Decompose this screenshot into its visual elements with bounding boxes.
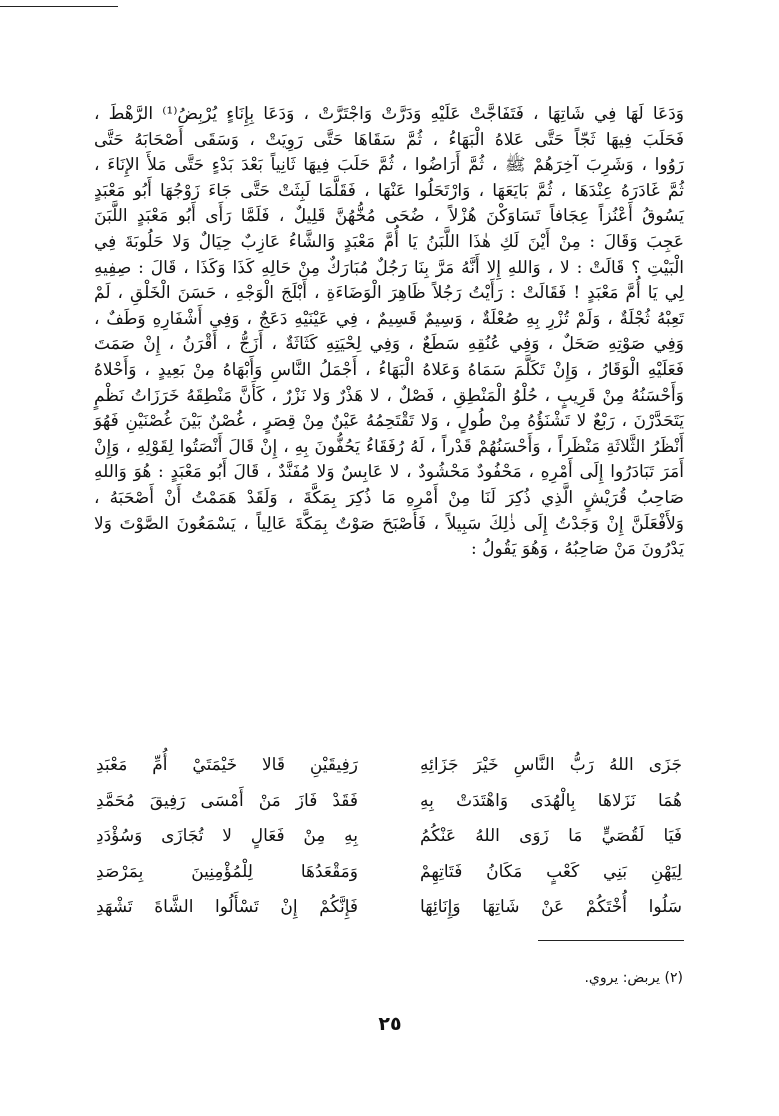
text-line: فَعَلَيْهِ الْوَقَارُ ، وَإِنْ تَكَلَّمَ سَمَاهُ وَعَلاهُ الْبَهَاءُ ، أَجْمَلُ النَّاسِ وَأَبْهَاهُ مِنْ بَعِيدٍ ، وَأَحْلاهُ (94, 359, 684, 380)
poem-verse (96, 784, 682, 820)
footnote: (٢) يربض: يروي. (584, 970, 683, 986)
verse-first-hemistich: هُمَا نَزَلاهَا بِالْهُدَى وَاهْتَدَتْ بِهِ (420, 790, 682, 811)
text-line: رَوُوا ، وَشَرِبَ آخِرَهُمْ ﷺ ، ثُمَّ أَرَاضُوا ، ثُمَّ حَلَبَ فِيهَا ثَانِياً بَعْدَ بَدْءٍ حَتَّى مَلأَ الإِنَاءَ ، (94, 155, 684, 176)
verse-second-hemistich: رَفِيقَيْنِ قَالا خَيْمَتَيْ أُمِّ مَعْبَدِ (96, 755, 358, 775)
text-line: وَلأَفْعَلَنَّ إِنْ وَجَدْتُ إِلَى ذٰلِكَ سَبِيلاً ، فَأَصْبَحَ صَوْتٌ بِمَكَّةَ عَالِياً ، يَسْمَعُونَ الصَّوْتَ وَلا (94, 513, 684, 534)
poem-verse (96, 890, 682, 926)
text-line: عَجِبَ وَقَالَ : مِنْ أَيْنَ لَكِ هٰذَا اللَّبَنُ يَا أُمَّ مَعْبَدٍ وَالشَّاءُ عَازِبٌ حِيَالٌ وَلا حَلُوبَةَ فِي (94, 231, 684, 252)
main-text-block (94, 102, 684, 563)
text-line: الْبَيْتِ ؟ قَالَتْ : لا ، وَاللهِ إِلا أَنَّهُ مَرَّ بِنَا رَجُلٌ مُبَارَكٌ مِنْ حَالِهِ كَذَا وَكَذَا ، قَالَ : صِفِيهِ (94, 257, 684, 278)
verse-first-hemistich: فَيَا لَقُصَيٍّ مَا زَوَى اللهُ عَنْكُمُ (420, 826, 682, 846)
verse-first-hemistich: سَلُوا أُخْتَكُمْ عَنْ شَاتِهَا وَإِنَائِهَا (420, 897, 682, 917)
verse-second-hemistich: فَإِنَّكُمْ إِنْ تَسْأَلُوا الشَّاةَ تَشْهَدِ (96, 897, 358, 917)
text-line: وَأَحْسَنُهُ مِنْ قَرِيبٍ ، حُلْوُ الْمَنْطِقِ ، فَصْلٌ ، لا هَذْرٌ وَلا نَزْرٌ ، كَأَنَّ مَنْطِقَهُ خَرَزَاتُ نَظْمٍ (94, 385, 684, 406)
verse-second-hemistich: وَمَقْعَدُهَا لِلْمُؤْمِنِينَ بِمَرْصَدِ (96, 861, 358, 882)
top-divider (0, 6, 118, 7)
verse-second-hemistich: فَقَدْ فَازَ مَنْ أَمْسَى رَفِيقَ مُحَمَّدِ (96, 790, 358, 811)
verse-first-hemistich: لِيَهْنِ بَنِي كَعْبٍ مَكَانُ فَتَاتِهِمْ (420, 861, 682, 882)
text-line: يَتَحَدَّرْنَ ، رَبْعٌ لا تَشْنَؤُهُ مِنْ طُولٍ ، وَلا تَقْتَحِمُهُ عَيْنٌ مِنْ قِصَرٍ ، غُصْنٌ بَيْنَ غُصْنَيْنِ فَهُوَ (94, 411, 684, 432)
verse-second-hemistich: بِهِ مِنْ فَعَالٍ لا تُجَازَى وَسُؤْدَدِ (96, 826, 358, 846)
text-line: أَنْظَرُ الثَّلاثَةِ مَنْظَراً ، وَأَحْسَنُهُمْ قَدْراً ، لَهُ رُفَقَاءُ يَحُفُّونَ بِهِ ، إِنْ قَالَ أَنْصَتُوا لِقَوْلِهِ ، وَإِنْ (94, 436, 684, 457)
text-line: صَاحِبُ قُرَيْشٍ الَّذِي ذُكِرَ لَنَا مِنْ أَمْرِهِ مَا ذُكِرَ بِمَكَّةَ ، وَلَقَدْ هَمَمْتُ أَنْ أَصْحَبَهُ ، (94, 487, 684, 508)
text-line: أَمَرَ تَبَادَرُوا إِلَى أَمْرِهِ ، مَحْفُودٌ مَحْشُودٌ ، لا عَابِسٌ وَلا مُفَنَّدٌ ، قَالَ أَبُو مَعْبَدٍ : هُوَ وَاللهِ (94, 462, 684, 483)
text-line: وَدَعَا لَهَا فِي شَاتِهَا ، فَتَفَاجَّتْ عَلَيْهِ وَدَرَّتْ وَاجْتَرَّتْ ، وَدَعَا بِإِنَاءٍ يُرْبِضُ⁽¹⁾ الرَّهْطَ ، (94, 104, 684, 124)
poem-verse (96, 748, 682, 784)
text-line: لِي يَا أُمَّ مَعْبَدٍ ! فَقَالَتْ : رَأَيْتُ رَجُلاً ظَاهِرَ الْوَضَاءَةِ ، أَبْلَجَ الْوَجْهِ ، حَسَنَ الْخَلْقِ ، لَمْ (94, 283, 684, 304)
text-line: يَسُوقُ أَعْنُزاً عِجَافاً تَسَاوَكْنَ هُزْلاً ، ضُحَى مُخُّهُنَّ قَلِيلٌ ، فَلَمَّا رَأَى أَبُو مَعْبَدٍ اللَّبَنَ (94, 206, 684, 227)
text-line: تَعِبْهُ ثُجْلَةٌ ، وَلَمْ تُزْرِ بِهِ صُعْلَةٌ ، وَسِيمٌ قَسِيمٌ ، فِي عَيْنَيْهِ دَعَجٌ ، وَفِي أَشْفَارِهِ وَطَفٌ ، (94, 308, 684, 329)
text-line: وَفِي صَوْتِهِ صَحَلٌ ، وَفِي عُنُقِهِ سَطَعٌ ، وَفِي لِحْيَتِهِ كَثَاثَةٌ ، أَزَجُّ ، أَقْرَنُ ، إِنْ صَمَتَ (94, 334, 684, 355)
text-line: ثُمَّ غَادَرَهُ عِنْدَهَا ، ثُمَّ بَايَعَهَا ، وَارْتَحَلُوا عَنْهَا ، فَقَلَّمَا لَبِثَتْ حَتَّى جَاءَ زَوْجُهَا أَبُو مَعْبَدٍ (94, 180, 684, 201)
verse-first-hemistich: جَزَى اللهُ رَبُّ النَّاسِ خَيْرَ جَزَائِهِ (420, 755, 682, 775)
text-line: يَدْرُونَ مَنْ صَاحِبُهُ ، وَهُوَ يَقُولُ : (470, 539, 684, 560)
page-number: ٢٥ (378, 1013, 402, 1035)
poem-verse (96, 819, 682, 855)
poem (96, 748, 682, 926)
poem-verse (96, 855, 682, 891)
footnote-divider (538, 940, 684, 941)
text-line: فَحَلَبَ فِيهَا ثَجّاً حَتَّى عَلاهُ الْبَهَاءُ ، ثُمَّ سَقَاهَا حَتَّى رَوِيَتْ ، وَسَقَى أَصْحَابَهُ حَتَّى (94, 129, 684, 150)
